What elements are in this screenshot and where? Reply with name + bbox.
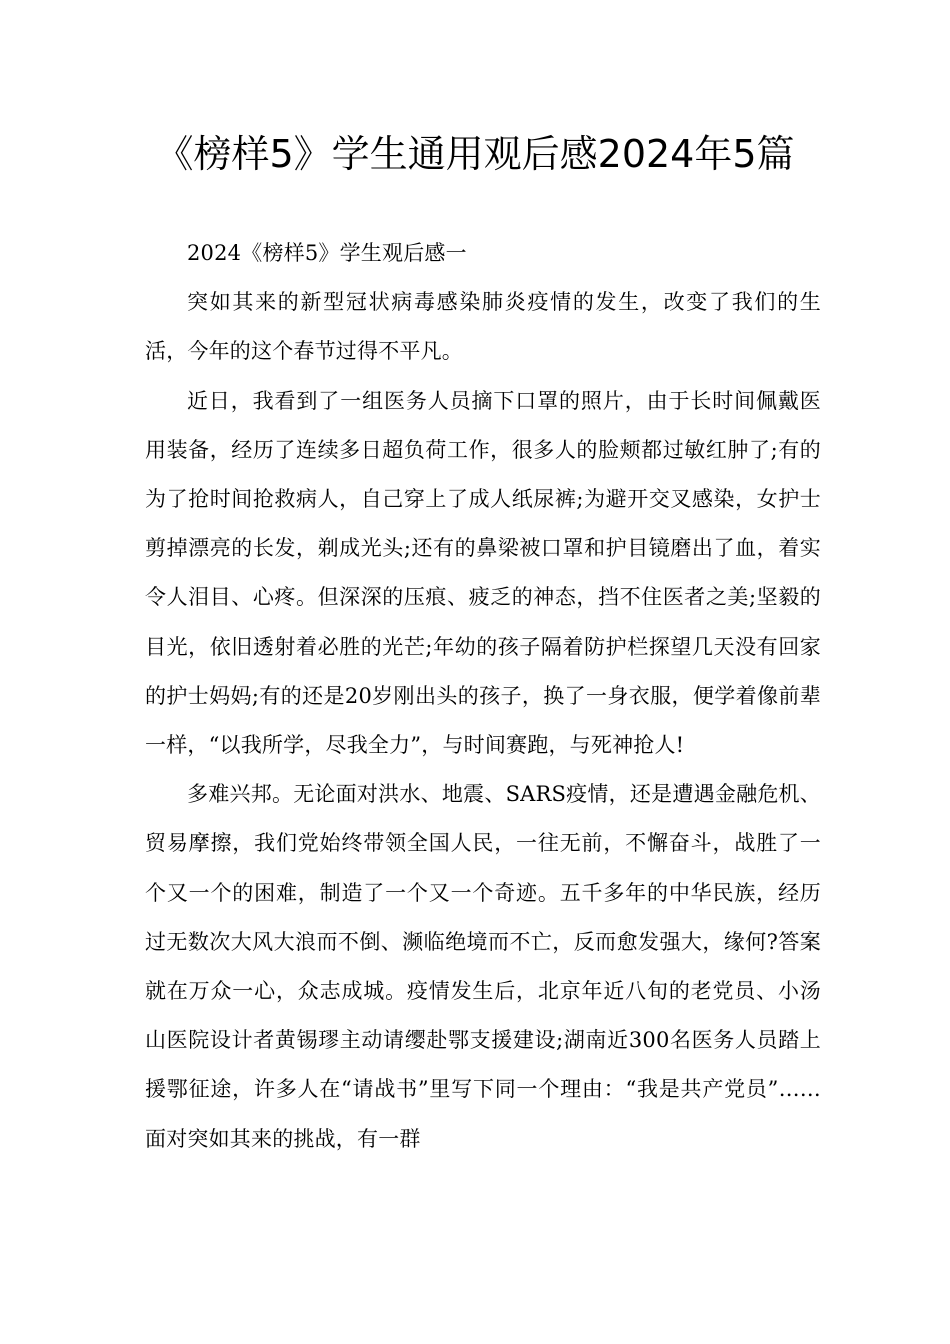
paragraph-2: 近日，我看到了一组医务人员摘下口罩的照片，由于长时间佩戴医用装备，经历了连续多日超负荷工作，很多人的脸颊都过敏红肿了;有的为了抢时间抢救病人，自己穿上了成人纸尿裤;为避开交叉感染，女护士剪掉漂亮的长发，剃成光头;还有的鼻梁被口罩和护目镜磨出了血，着实令人泪目、心疼。但深深的压痕、疲乏的神态，挡不住医者之美;坚毅的目光，依旧透射着必胜的光芒;年幼的孩子隔着防护栏探望几天没有回家的护士妈妈;有的还是20岁刚出头的孩子，换了一身衣服，便学着像前辈一样，“以我所学，尽我全力”，与时间赛跑，与死神抢人!: [145, 388, 821, 758]
paragraph-1: 突如其来的新型冠状病毒感染肺炎疫情的发生，改变了我们的生活，今年的这个春节过得不平凡。: [145, 290, 821, 364]
document-body: [145, 229, 821, 1164]
document-title: 《榜样5》学生通用观后感2024年5篇: [155, 132, 795, 176]
paragraph-3: 多难兴邦。无论面对洪水、地震、SARS疫情，还是遭遇金融危机、贸易摩擦，我们党始终带领全国人民，一往无前，不懈奋斗，战胜了一个又一个的困难，制造了一个又一个奇迹。五千多年的中华民族，经历过无数次大风大浪而不倒、濒临绝境而不亡，反而愈发强大，缘何?答案就在万众一心，众志成城。疫情发生后，北京年近八旬的老党员、小汤山医院设计者黄锡璆主动请缨赴鄂支援建设;湖南近300名医务人员踏上援鄂征途，许多人在“请战书”里写下同一个理由：“我是共产党员”……面对突如其来的挑战，有一群: [145, 782, 821, 1151]
section-heading: 2024《榜样5》学生观后感一: [187, 241, 467, 265]
